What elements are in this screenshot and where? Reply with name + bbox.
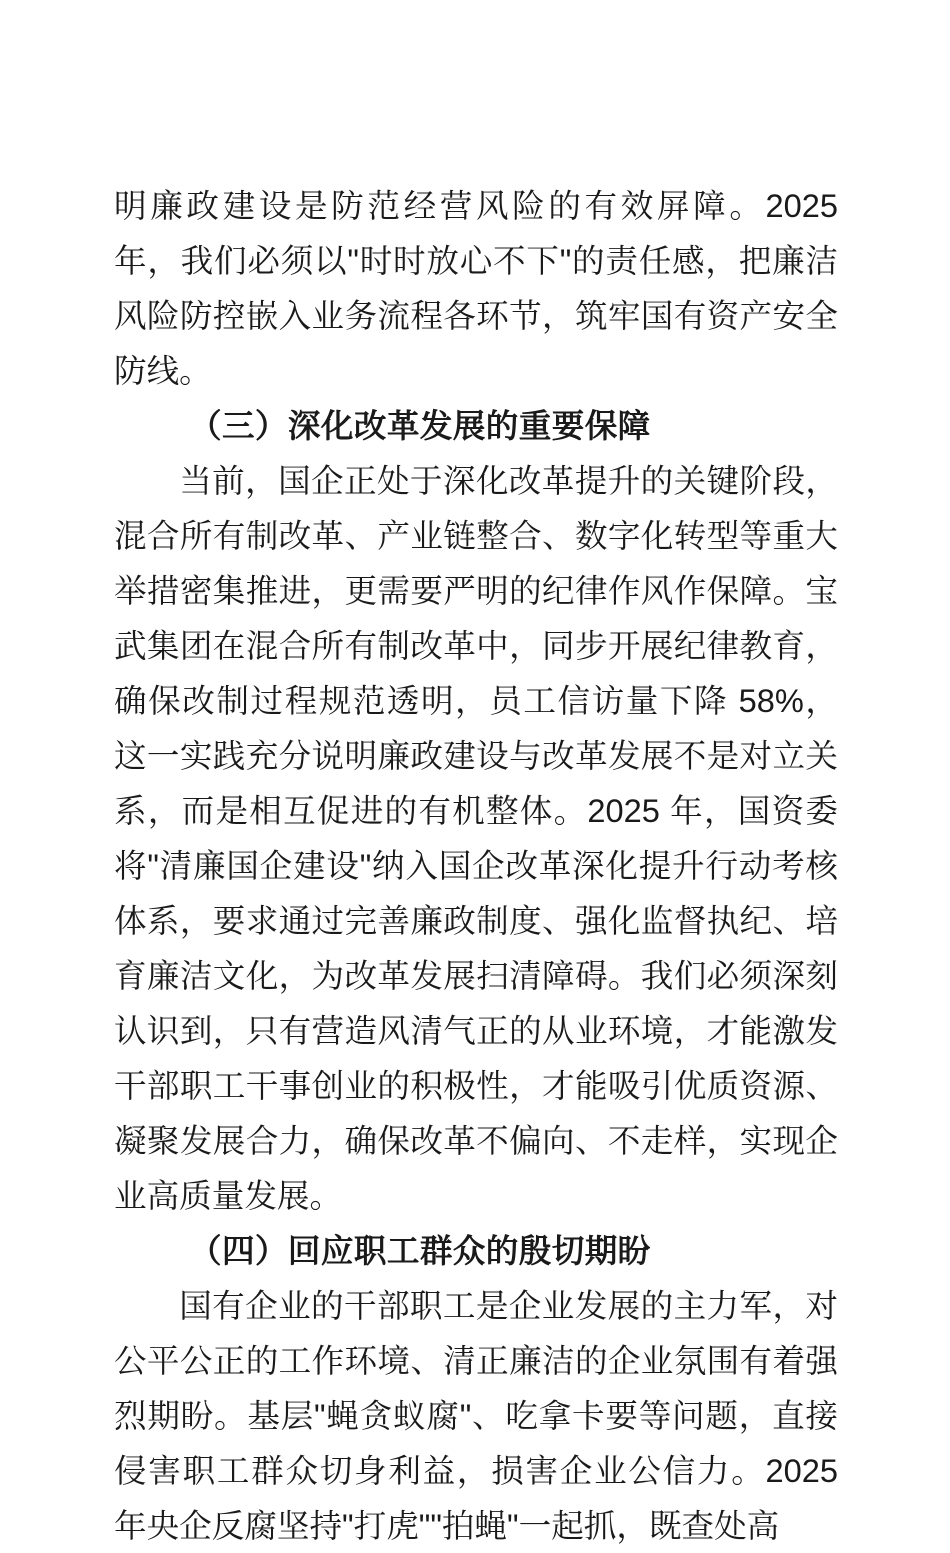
section-heading-three: （三）深化改革发展的重要保障 bbox=[188, 407, 651, 444]
section-heading-four: （四）回应职工群众的殷切期盼 bbox=[188, 1232, 651, 1269]
paragraph-continuation: 明廉政建设是防范经营风险的有效屏障。2025 年，我们必须以"时时放心不下"的责任感，把廉洁风险防控嵌入业务流程各环节，筑牢国有资产安全防线。 bbox=[114, 187, 838, 389]
paragraph-section-three: 当前，国企正处于深化改革提升的关键阶段，混合所有制改革、产业链整合、数字化转型等重大举措密集推进，更需要严明的纪律作风作保障。宝武集团在混合所有制改革中，同步开展纪律教育，确保改制过程规范透明，员工信访量下降 58%，这一实践充分说明廉政建设与改革发展不是对立关系，而是相互促进的有机整体。2025 年，国资委将"清廉国企建设"纳入国企改革深化提升行动考核体系，要求通过完善廉政制度、强化监督执纪、培育廉洁文化，为改革发展扫清障碍。我们必须深刻认识到，只有营造风清气正的从业环境，才能激发干部职工干事创业的积极性，才能吸引优质资源、凝聚发展合力，确保改革不偏向、不走样，实现企业高质量发展。 bbox=[114, 462, 838, 1214]
paragraph-section-four: 国有企业的干部职工是企业发展的主力军，对公平公正的工作环境、清正廉洁的企业氛围有着强烈期盼。基层"蝇贪蚁腐"、吃拿卡要等问题，直接侵害职工群众切身利益，损害企业公信力。2025 年央企反腐坚持"打虎""拍蝇"一起抓，既查处高 bbox=[114, 1287, 838, 1544]
document-body bbox=[114, 178, 838, 1553]
